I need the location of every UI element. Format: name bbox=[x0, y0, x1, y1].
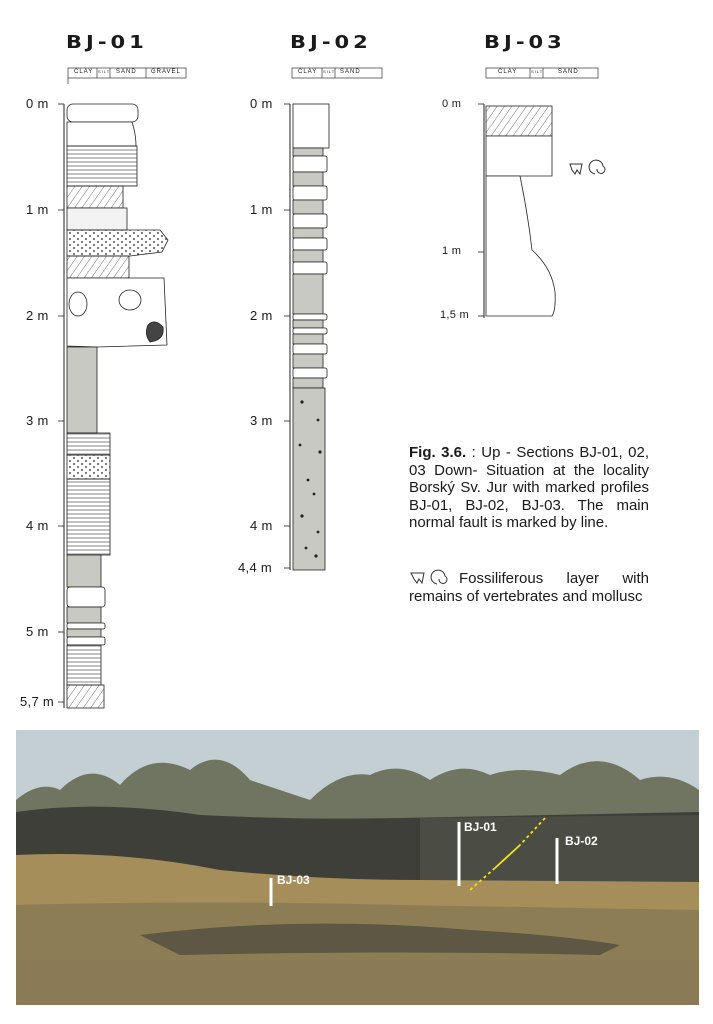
fossil-snail-icon bbox=[589, 160, 605, 174]
photo-label-bj-03: BJ-03 bbox=[277, 873, 310, 887]
scale-label-clay: CLAY bbox=[298, 69, 318, 75]
section-title-bj-01: BJ-01 bbox=[66, 31, 148, 53]
scale-label-silt: SILT bbox=[323, 69, 336, 74]
figure-caption-text: : Up - Sections BJ-01, 02, 03 Down- Situation at the locality Borský Sv. Jur with marked profiles BJ-01, BJ-02, BJ-03. The main normal fault is marked by line. bbox=[409, 444, 650, 531]
photo-label-bj-01: BJ-01 bbox=[464, 820, 497, 834]
scale-label-gravel: GRAVEL bbox=[151, 69, 181, 75]
column-bj-03 bbox=[478, 104, 555, 318]
scale-label-sand: SAND bbox=[340, 69, 361, 75]
scale-label-sand: SAND bbox=[558, 69, 579, 75]
locality-photo bbox=[16, 730, 699, 1005]
figure-caption bbox=[409, 444, 649, 532]
photo-label-bj-02: BJ-02 bbox=[565, 834, 598, 848]
depth-label: 2 m bbox=[250, 308, 273, 323]
column-bj-01 bbox=[58, 104, 168, 708]
section-title-bj-03: BJ-03 bbox=[484, 31, 566, 53]
depth-label: 3 m bbox=[250, 413, 273, 428]
scale-label-silt: SILT bbox=[531, 69, 544, 74]
depth-label: 1 m bbox=[250, 202, 273, 217]
depth-label: 0 m bbox=[26, 96, 49, 111]
depth-label: 1,5 m bbox=[440, 309, 470, 321]
depth-label: 4 m bbox=[250, 518, 273, 533]
figure-label: Fig. 3.6. bbox=[409, 444, 467, 461]
fossil-tooth-icon bbox=[570, 164, 582, 174]
depth-label: 3 m bbox=[26, 413, 49, 428]
scale-label-sand: SAND bbox=[116, 69, 137, 75]
depth-label: 4,4 m bbox=[238, 560, 273, 575]
depth-label: 4 m bbox=[26, 518, 49, 533]
depth-label: 2 m bbox=[26, 308, 49, 323]
section-title-bj-02: BJ-02 bbox=[290, 31, 372, 53]
depth-label: 5 m bbox=[26, 624, 49, 639]
scale-label-clay: CLAY bbox=[498, 69, 518, 75]
depth-label: 0 m bbox=[250, 96, 273, 111]
depth-label: 1 m bbox=[26, 202, 49, 217]
column-bj-02 bbox=[284, 104, 329, 570]
depth-label: 5,7 m bbox=[20, 694, 55, 709]
fossil-legend-text: Fossiliferous layer with remains of vertebrates and mollusc bbox=[409, 570, 649, 605]
depth-label: 1 m bbox=[442, 245, 462, 257]
scale-label-clay: CLAY bbox=[74, 69, 94, 75]
fossil-legend bbox=[409, 570, 649, 605]
depth-label: 0 m bbox=[442, 98, 462, 110]
scale-label-silt: SILT bbox=[98, 69, 111, 74]
